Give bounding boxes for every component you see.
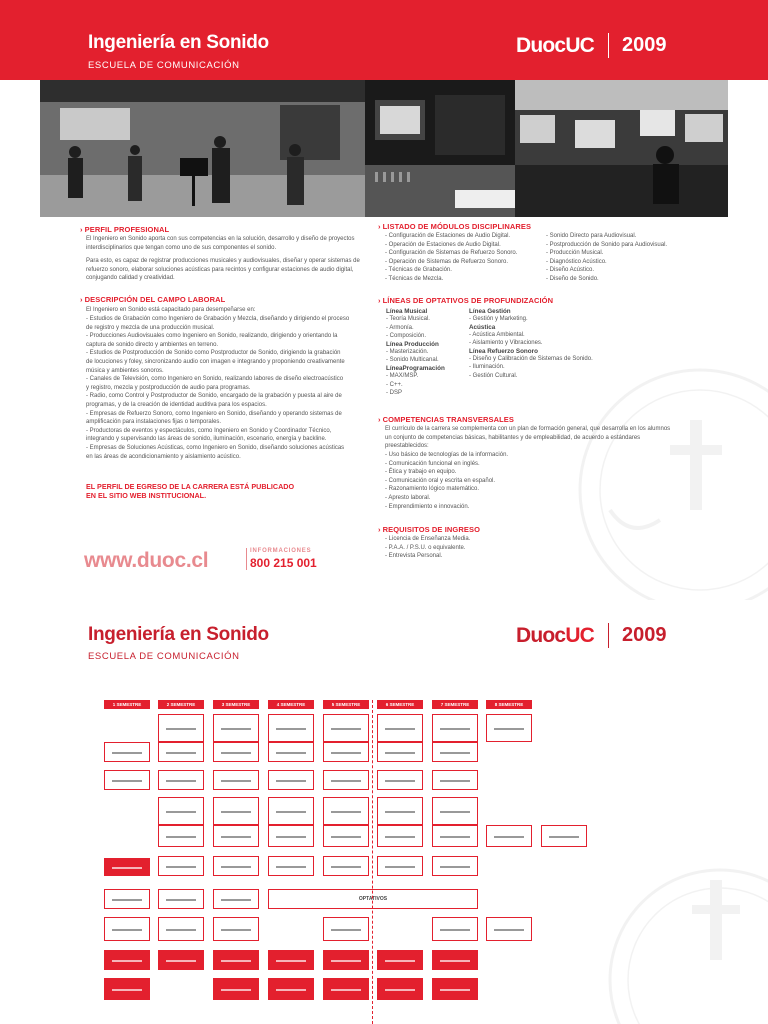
- course-cell: [158, 825, 204, 847]
- list-item: - Uso básico de tecnologías de la información.: [385, 452, 509, 458]
- course-cell: [104, 770, 150, 790]
- semester-header: 8 SEMESTRE: [486, 700, 532, 709]
- course-text-placeholder: [385, 811, 415, 813]
- computer-lab-photo: [515, 80, 728, 217]
- course-cell: [213, 714, 259, 742]
- perfil-egreso-note: EL PERFIL DE EGRESO DE LA CARRERA ESTÁ PUBLICADO EN EL SITIO WEB INSTITUCIONAL.: [86, 482, 295, 500]
- website-link[interactable]: www.duoc.cl: [84, 549, 209, 572]
- semester-header: 5 SEMESTRE: [323, 700, 369, 709]
- malla-subtitle: ESCUELA DE COMUNICACIÓN: [88, 651, 240, 662]
- list-item: - Canales de Televisión, como Ingeniero en Sonido, realizando labores de diseño electroacústico: [86, 376, 344, 383]
- list-item: en las áreas de acondicionamiento y aislamiento acústico.: [86, 453, 241, 460]
- course-cell: [158, 950, 204, 970]
- logo-year: 2009: [622, 34, 667, 56]
- course-text-placeholder: [331, 811, 361, 813]
- list-item: - Entrevista Personal.: [385, 553, 443, 560]
- course-cell: [213, 825, 259, 847]
- list-item: - Técnicas de Grabación.: [385, 267, 452, 274]
- course-text-placeholder: [276, 752, 306, 754]
- course-cell: [104, 858, 150, 876]
- list-item: amplificación para instalaciones fijas o temporales.: [86, 419, 222, 426]
- course-text-placeholder: [331, 929, 361, 931]
- list-item: captura de sonido directo y ambientes en terreno.: [86, 341, 219, 348]
- course-cell: [432, 825, 478, 847]
- campo-heading: › DESCRIPCIÓN DEL CAMPO LABORAL: [80, 295, 226, 304]
- course-text-placeholder: [440, 866, 470, 868]
- course-text-placeholder: [166, 929, 196, 931]
- semester-header: 4 SEMESTRE: [268, 700, 314, 709]
- course-text-placeholder: [331, 728, 361, 730]
- university-seal-watermark: [560, 360, 768, 600]
- linea-title: Línea Musical: [386, 308, 428, 315]
- course-text-placeholder: [440, 780, 470, 782]
- course-cell: [268, 825, 314, 847]
- perfil-text-2: Para esto, es capaz de registrar producciones musicales y audiovisuales, diseñar y operar sistemas de refuerzo sonoro, elaborar soluciones acústicas para recintos y configurar estaciones de audio digital, conjugando calidad y creatividad.: [86, 258, 360, 282]
- course-cell: [158, 742, 204, 762]
- course-cell: [323, 978, 369, 1000]
- photo-strip: [40, 80, 728, 217]
- course-text-placeholder: [221, 989, 251, 991]
- course-text-placeholder: [221, 929, 251, 931]
- semester-header: 1 SEMESTRE: [104, 700, 150, 709]
- course-cell: [432, 742, 478, 762]
- studio-desk-photo: [365, 80, 515, 217]
- course-cell: [377, 950, 423, 970]
- course-text-placeholder: [549, 836, 579, 838]
- course-text-placeholder: [385, 780, 415, 782]
- course-text-placeholder: [166, 811, 196, 813]
- course-text-placeholder: [440, 960, 470, 962]
- list-item: programas, y de la creación de identidad auditiva para los espacios.: [86, 401, 267, 408]
- course-text-placeholder: [166, 780, 196, 782]
- course-cell: [432, 978, 478, 1000]
- course-cell: [323, 856, 369, 876]
- course-text-placeholder: [276, 811, 306, 813]
- malla-title: Ingeniería en Sonido: [88, 624, 269, 645]
- course-cell: [432, 797, 478, 825]
- course-text-placeholder: [276, 989, 306, 991]
- course-text-placeholder: [221, 752, 251, 754]
- list-item: - MAX/MSP.: [386, 372, 419, 379]
- list-item: - Radio, como Control y Postproductor de Sonido, encargado de la grabación y puesta al aire de: [86, 393, 342, 400]
- page-subtitle: ESCUELA DE COMUNICACIÓN: [88, 60, 240, 71]
- course-cell: [104, 917, 150, 941]
- linea-title: Línea Producción: [386, 340, 439, 348]
- course-text-placeholder: [112, 929, 142, 931]
- competencias-intro: El currículo de la carrera se complementa con un plan de formación general, que desarrolla en los alumnos un conjunto de competencias básicas, habilitantes y de empleabilidad, de acuerdo a estándares preestablecidos:: [385, 426, 671, 450]
- semester-header: 7 SEMESTRE: [432, 700, 478, 709]
- course-text-placeholder: [276, 780, 306, 782]
- course-text-placeholder: [112, 752, 142, 754]
- course-text-placeholder: [221, 811, 251, 813]
- list-item: - Comunicación oral y escrita en español.: [385, 477, 496, 484]
- course-text-placeholder: [221, 960, 251, 962]
- list-item: de registro y mezcla de una producción musical.: [86, 324, 215, 331]
- course-cell: [377, 825, 423, 847]
- course-text-placeholder: [331, 836, 361, 838]
- info-label: INFORMACIONES: [250, 548, 312, 554]
- modulos-list-2: [546, 232, 667, 284]
- course-cell: [104, 950, 150, 970]
- course-cell: [432, 856, 478, 876]
- list-item: - Teoría Musical.: [386, 316, 430, 322]
- course-cell: [213, 950, 259, 970]
- course-text-placeholder: [166, 728, 196, 730]
- list-item: - Diagnóstico Acústico.: [546, 258, 607, 265]
- course-cell: [541, 825, 587, 847]
- course-text-placeholder: [385, 752, 415, 754]
- course-text-placeholder: [112, 989, 142, 991]
- list-item: - Producciones Audiovisuales como Ingeniero en Sonido, realizando, dirigiendo y orientando la: [86, 333, 338, 340]
- list-item: - Emprendimiento e innovación.: [385, 503, 470, 510]
- course-cell: [158, 889, 204, 909]
- duocuc-logo: DuocUC: [516, 34, 595, 57]
- list-item: música y ambientes sonoros.: [86, 367, 164, 374]
- list-item: y registro, mezcla y postproducción de audio para programas.: [86, 384, 251, 391]
- semester-header: 2 SEMESTRE: [158, 700, 204, 709]
- course-text-placeholder: [494, 929, 524, 931]
- course-cell: [213, 770, 259, 790]
- competencias-heading: › COMPETENCIAS TRANSVERSALES: [378, 415, 514, 424]
- list-item: - Gestión Cultural.: [469, 372, 518, 379]
- list-item: - Apresto laboral.: [385, 494, 431, 501]
- course-cell: [377, 770, 423, 790]
- course-cell: [158, 797, 204, 825]
- list-item: - P.A.A. / P.S.U. o equivalente.: [385, 544, 466, 551]
- course-text-placeholder: [112, 867, 142, 869]
- optativos-bar: OPTATIVOS: [268, 889, 478, 909]
- course-cell: [158, 856, 204, 876]
- list-item: - Postproducción de Sonido para Audiovisual.: [546, 241, 668, 248]
- course-cell: [323, 917, 369, 941]
- course-cell: [268, 714, 314, 742]
- course-cell: [104, 742, 150, 762]
- course-cell: [323, 825, 369, 847]
- list-item: - Empresas de Soluciones Acústicas, como Ingeniero en Sonido, diseñando soluciones acústicas: [86, 444, 345, 451]
- optativos-heading: › LÍNEAS DE OPTATIVOS DE PROFUNDIZACIÓN: [378, 296, 554, 305]
- course-text-placeholder: [166, 899, 196, 901]
- course-cell: [486, 714, 532, 742]
- perfil-heading: › PERFIL PROFESIONAL: [80, 225, 170, 234]
- course-cell: [213, 917, 259, 941]
- course-text-placeholder: [166, 752, 196, 754]
- course-cell: [377, 797, 423, 825]
- course-text-placeholder: [385, 989, 415, 991]
- list-item: - Sonido Directo para Audiovisual.: [546, 233, 637, 239]
- logo-divider: [608, 33, 609, 58]
- course-text-placeholder: [221, 899, 251, 901]
- list-item: - Empresas de Refuerzo Sonoro, como Ingeniero en Sonido, diseñando y operando sistemas de: [86, 410, 342, 417]
- list-item: - DSP: [386, 390, 403, 397]
- course-text-placeholder: [331, 960, 361, 962]
- course-text-placeholder: [440, 752, 470, 754]
- course-text-placeholder: [276, 960, 306, 962]
- list-item: - Masterización.: [386, 348, 429, 355]
- list-item: - C++.: [386, 381, 403, 388]
- course-text-placeholder: [331, 989, 361, 991]
- list-item: - Ética y trabajo en equipo.: [385, 469, 457, 476]
- list-item: - Diseño y Calibración de Sistemas de Sonido.: [469, 355, 593, 362]
- modulos-list-1: [385, 232, 517, 284]
- duocuc-logo: DuocUC: [516, 624, 595, 647]
- course-cell: [486, 917, 532, 941]
- course-cell: [104, 978, 150, 1000]
- course-text-placeholder: [112, 780, 142, 782]
- course-text-placeholder: [385, 728, 415, 730]
- header-band: [0, 0, 768, 80]
- list-item: - Gestión y Marketing.: [469, 316, 528, 322]
- course-cell: [104, 889, 150, 909]
- list-item: - Configuración de Estaciones de Audio Digital.: [385, 233, 511, 239]
- list-item: integrando y supervisando las áreas de sonido, iluminación, escenario, energía y backline.: [86, 436, 327, 443]
- perfil-text-1: El Ingeniero en Sonido aporta con sus competencias en la solución, desarrollo y diseño de proyectos interdisciplinarios que tengan como uno de sus componentes el sonido.: [86, 236, 355, 251]
- list-item: - Producción Musical.: [546, 250, 604, 257]
- list-item: - Armonía.: [386, 324, 414, 331]
- semester-header: 3 SEMESTRE: [213, 700, 259, 709]
- course-cell: [323, 950, 369, 970]
- course-text-placeholder: [221, 728, 251, 730]
- logo-year: 2009: [622, 624, 667, 646]
- course-text-placeholder: [112, 899, 142, 901]
- list-item: - Composición.: [386, 333, 427, 340]
- course-text-placeholder: [331, 752, 361, 754]
- course-cell: [432, 770, 478, 790]
- list-item: - Diseño de Sonido.: [546, 275, 599, 282]
- requisitos-heading: › REQUISITOS DE INGRESO: [378, 525, 481, 534]
- modulos-heading: › LISTADO DE MÓDULOS DISCIPLINARES: [378, 222, 532, 231]
- course-text-placeholder: [276, 728, 306, 730]
- course-text-placeholder: [331, 866, 361, 868]
- list-item: - Configuración de Sistemas de Refuerzo Sonoro.: [385, 250, 518, 257]
- list-item: - Licencia de Enseñanza Media.: [385, 536, 471, 542]
- competencias-list: [385, 451, 508, 511]
- list-item: - Diseño Acústico.: [546, 267, 595, 274]
- course-cell: [268, 950, 314, 970]
- course-text-placeholder: [276, 866, 306, 868]
- campo-intro: El Ingeniero en Sonido está capacitado para desempeñarse en:: [86, 307, 256, 313]
- list-item: de locuciones y foley, sincronizando audio con imagen e integrando y proponiendo creativamente: [86, 358, 345, 365]
- list-item: - Sonido Multicanal.: [386, 357, 439, 364]
- course-cell: [213, 797, 259, 825]
- course-cell: [213, 978, 259, 1000]
- course-cell: [323, 770, 369, 790]
- course-cell: [432, 917, 478, 941]
- tv-studio-photo: [40, 80, 365, 217]
- course-cell: [377, 742, 423, 762]
- course-text-placeholder: [440, 811, 470, 813]
- linea-title: Línea Refuerzo Sonoro: [469, 347, 538, 355]
- semester-header: 6 SEMESTRE: [377, 700, 423, 709]
- course-cell: [377, 714, 423, 742]
- course-cell: [158, 770, 204, 790]
- linea-title: Línea Gestión: [469, 308, 511, 315]
- course-cell: [268, 742, 314, 762]
- course-cell: [158, 714, 204, 742]
- university-seal-watermark: [600, 860, 768, 1024]
- course-text-placeholder: [166, 836, 196, 838]
- course-cell: [213, 742, 259, 762]
- requisitos-list: [385, 535, 470, 561]
- course-cell: [268, 856, 314, 876]
- course-text-placeholder: [385, 866, 415, 868]
- list-item: - Técnicas de Mezcla.: [385, 275, 444, 282]
- list-item: - Aislamiento y Vibraciones.: [469, 340, 543, 347]
- list-item: - Estudios de Grabación como Ingeniero de Grabación y Mezcla, diseñando y dirigiendo el proceso: [86, 316, 350, 322]
- list-item: - Acústica Ambiental.: [469, 331, 525, 338]
- course-text-placeholder: [112, 960, 142, 962]
- course-text-placeholder: [494, 836, 524, 838]
- list-item: - Iluminación.: [469, 364, 505, 371]
- course-text-placeholder: [440, 728, 470, 730]
- course-cell: [432, 950, 478, 970]
- linea-title: LíneaProgramación: [386, 364, 445, 372]
- course-cell: [323, 797, 369, 825]
- list-item: - Operación de Estaciones de Audio Digital.: [385, 241, 501, 248]
- course-cell: [158, 917, 204, 941]
- course-text-placeholder: [494, 728, 524, 730]
- course-text-placeholder: [221, 780, 251, 782]
- info-phone: 800 215 001: [250, 556, 317, 570]
- course-cell: [432, 714, 478, 742]
- info-divider: [246, 548, 247, 570]
- course-cell: [268, 797, 314, 825]
- course-cell: [213, 856, 259, 876]
- course-text-placeholder: [331, 780, 361, 782]
- linea-title: Acústica: [469, 323, 496, 331]
- optativos-left: [386, 308, 445, 398]
- logo-divider: [608, 623, 609, 648]
- list-item: - Razonamiento lógico matemático.: [385, 486, 480, 493]
- course-text-placeholder: [221, 866, 251, 868]
- course-cell: [268, 978, 314, 1000]
- list-item: - Operación de Sistemas de Refuerzo Sonoro.: [385, 258, 509, 265]
- campo-list: [86, 315, 349, 461]
- course-cell: [268, 770, 314, 790]
- grid-divider: [372, 700, 373, 1024]
- list-item: - Productoras de eventos y espectáculos, como Ingeniero en Sonido y Coordinador Técnico,: [86, 427, 332, 434]
- course-cell: [377, 978, 423, 1000]
- course-text-placeholder: [440, 836, 470, 838]
- course-text-placeholder: [166, 866, 196, 868]
- course-text-placeholder: [385, 836, 415, 838]
- course-text-placeholder: [221, 836, 251, 838]
- course-cell: [323, 742, 369, 762]
- list-item: - Comunicación funcional en inglés.: [385, 460, 480, 467]
- course-cell: [486, 825, 532, 847]
- course-cell: [377, 856, 423, 876]
- course-cell: [213, 889, 259, 909]
- page-title: Ingeniería en Sonido: [88, 32, 269, 53]
- course-text-placeholder: [166, 960, 196, 962]
- course-text-placeholder: [440, 929, 470, 931]
- course-text-placeholder: [385, 960, 415, 962]
- course-text-placeholder: [440, 989, 470, 991]
- course-cell: [323, 714, 369, 742]
- course-text-placeholder: [276, 836, 306, 838]
- list-item: - Estudios de Postproducción de Sonido como Postproductor de Sonido, dirigiendo la grabación: [86, 350, 341, 357]
